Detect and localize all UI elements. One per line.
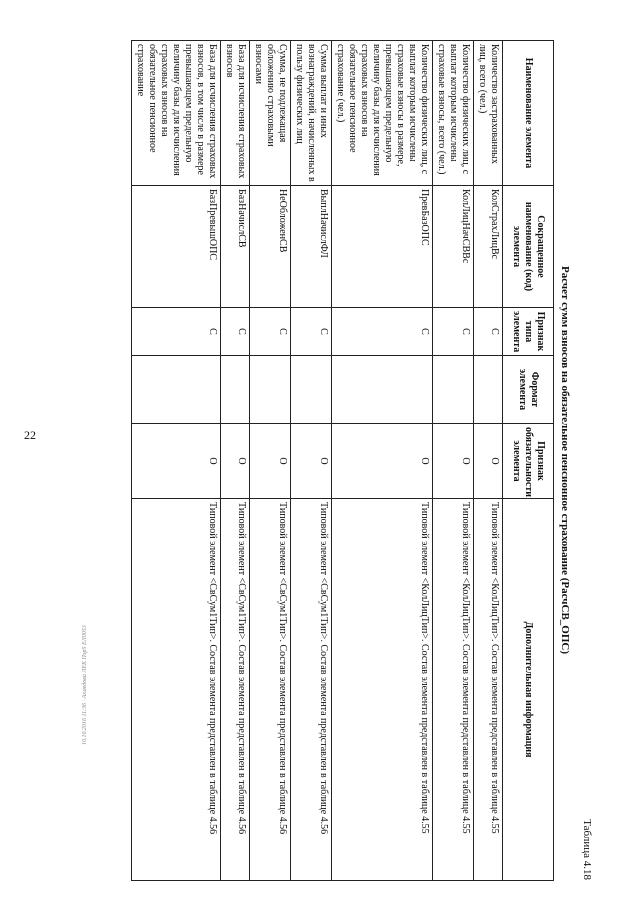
cell-name: Сумма, не подлежащая обложению страховыми взносами bbox=[250, 41, 291, 186]
rotated-table-block bbox=[106, 40, 596, 880]
cell-required: О bbox=[221, 424, 250, 499]
cell-info: Типовой элемент <СвСум1Тип>. Состав элемента представлен в таблице 4.56 bbox=[291, 499, 332, 881]
cell-info: Типовой элемент <КолЛицТип>. Состав элемента представлен в таблице 4.55 bbox=[433, 499, 474, 881]
cell-name: База для исчисления страховых взносов, в том числе в размере превышающем предельную величину базы для исчисления страховых взносов на обязательное пенсионное страхование bbox=[132, 41, 221, 186]
table-row bbox=[132, 41, 221, 881]
cell-short: ПревБазОПС bbox=[332, 186, 433, 308]
header-required: Признак обязательности элемента bbox=[503, 424, 554, 499]
cell-name: Количество застрахованных лиц, всего (чел.) bbox=[474, 41, 503, 186]
cell-info: Типовой элемент <СвСум1Тип>. Состав элемента представлен в таблице 4.56 bbox=[132, 499, 221, 881]
cell-info: Типовой элемент <КолЛицТип>. Состав элемента представлен в таблице 4.55 bbox=[474, 499, 503, 881]
table-row bbox=[332, 41, 433, 881]
table-row bbox=[433, 41, 474, 881]
cell-name: Сумма выплат и иных вознаграждений, начисленных в пользу физических лиц bbox=[291, 41, 332, 186]
header-row bbox=[503, 41, 554, 881]
cell-name: Количество физических лиц, с выплат которым исчислены страховые взносы в размере, превышающем предельную величину базы для исчисления страховых взносов на обязательное пенсионное страхование (чел.) bbox=[332, 41, 433, 186]
table-row bbox=[221, 41, 250, 881]
cell-short: КолСтрахЛицВс bbox=[474, 186, 503, 308]
cell-short: КолЛицНачСВВс bbox=[433, 186, 474, 308]
cell-type: С bbox=[291, 308, 332, 356]
header-short: Сокращенное наименование (код) элемента bbox=[503, 186, 554, 308]
header-info: Дополнительная информация bbox=[503, 499, 554, 881]
cell-info: Типовой элемент <СвСум1Тип>. Состав элемента представлен в таблице 4.56 bbox=[250, 499, 291, 881]
header-name: Наименование элемента bbox=[503, 41, 554, 186]
cell-format bbox=[221, 356, 250, 424]
cell-format bbox=[132, 356, 221, 424]
cell-format bbox=[474, 356, 503, 424]
header-type: Признак типа элемента bbox=[503, 308, 554, 356]
page-number: 22 bbox=[24, 428, 36, 442]
cell-type: С bbox=[474, 308, 503, 356]
cell-format bbox=[332, 356, 433, 424]
cell-required: О bbox=[250, 424, 291, 499]
cell-name: База для исчисления страховых взносов bbox=[221, 41, 250, 186]
table-row bbox=[474, 41, 503, 881]
cell-short: ВыплНачислФЛ bbox=[291, 186, 332, 308]
cell-type: С bbox=[433, 308, 474, 356]
table-caption: Расчет сумм взносов на обязательное пенсионное страхование (РасчСВ_ОПС) bbox=[559, 265, 571, 655]
cell-name: Количество физических лиц, с выплат которым исчислены страховые взносы, всего (чел.) bbox=[433, 41, 474, 186]
cell-required: О bbox=[291, 424, 332, 499]
cell-format bbox=[433, 356, 474, 424]
table-number: Таблица 4.18 bbox=[581, 819, 593, 880]
cell-short: БазПревышОПС bbox=[132, 186, 221, 308]
table-row bbox=[250, 41, 291, 881]
cell-type: С bbox=[250, 308, 291, 356]
cell-type: С bbox=[221, 308, 250, 356]
cell-info: Типовой элемент <КолЛицТип>. Состав элемента представлен в таблице 4.55 bbox=[332, 499, 433, 881]
cell-required: О bbox=[332, 424, 433, 499]
cell-short: БазНачислСВ bbox=[221, 186, 250, 308]
cell-type: С bbox=[332, 308, 433, 356]
header-format: Формат элемента bbox=[503, 356, 554, 424]
cell-format bbox=[291, 356, 332, 424]
cell-format bbox=[250, 356, 291, 424]
cell-required: О bbox=[474, 424, 503, 499]
cell-required: О bbox=[132, 424, 221, 499]
cell-required: О bbox=[433, 424, 474, 499]
scan-stamp: 10.10.2016 11:36 · Ахмедова ЛЕК Пэр5 ЕЛ0053 bbox=[82, 625, 88, 745]
cell-short: НеОбложенСВ bbox=[250, 186, 291, 308]
elements-table bbox=[131, 40, 554, 881]
cell-info: Типовой элемент <СвСум1Тип>. Состав элемента представлен в таблице 4.56 bbox=[221, 499, 250, 881]
cell-type: С bbox=[132, 308, 221, 356]
table-row bbox=[291, 41, 332, 881]
